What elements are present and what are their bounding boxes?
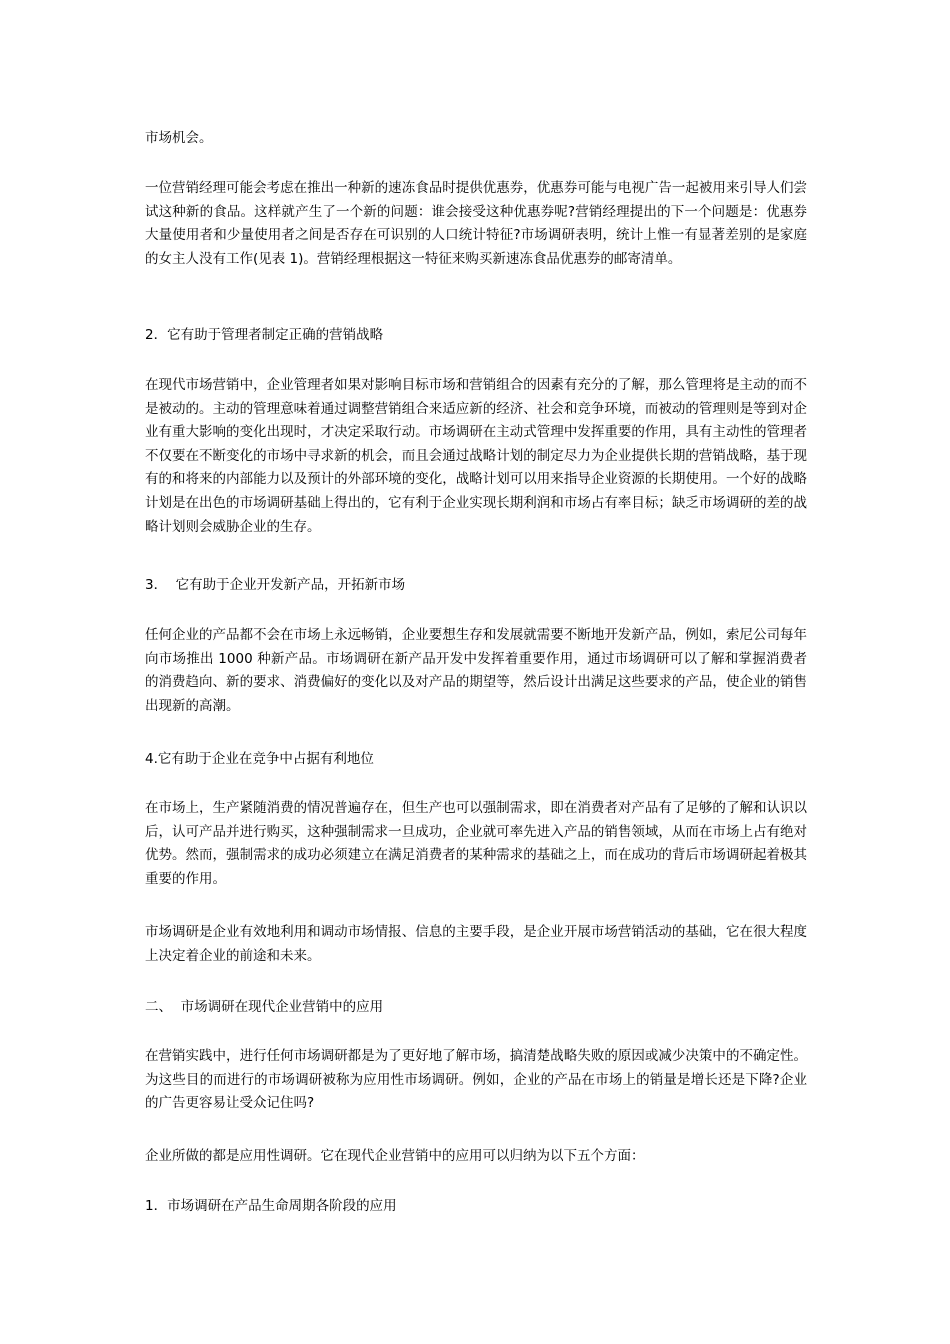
section-heading: 1．市场调研在产品生命周期各阶段的应用 bbox=[145, 1198, 397, 1214]
paragraph: 在现代市场营销中，企业管理者如果对影响目标市场和营销组合的因素有充分的了解，那么管理将是主动的而不是被动的。主动的管理意味着通过调整营销组合来适应新的经济、社会和竞争环境，而被动的管理则是等到对企业有重大影响的变化出现时，才决定采取行动。市场调研在主动式管理中发挥重要的作用，具有主动性的管理者不仅要在不断变化的市场中寻求新的机会，而且会通过战略计划的制定尽力为企业提供长期的营销战略，基于现有的和将来的内部能力以及预计的外部环境的变化，战略计划可以用来指导企业资源的长期使用。一个好的战略计划是在出色的市场调研基础上得出的，它有利于企业实现长期利润和市场占有率目标；缺乏市场调研的差的战略计划则会威胁企业的生存。 bbox=[145, 377, 807, 535]
section-heading: 3． 它有助于企业开发新产品，开拓新市场 bbox=[145, 577, 406, 593]
paragraph: 在营销实践中，进行任何市场调研都是为了更好地了解市场，搞清楚战略失败的原因或减少决策中的不确定性。为这些目的而进行的市场调研被称为应用性市场调研。例如，企业的产品在市场上的销量是增长还是下降?企业的广告更容易让受众记住吗? bbox=[145, 1048, 807, 1112]
section-heading: 二、 市场调研在现代企业营销中的应用 bbox=[145, 999, 384, 1015]
paragraph: 市场机会。 bbox=[145, 130, 213, 146]
section-heading: 4.它有助于企业在竞争中占据有利地位 bbox=[145, 751, 374, 767]
paragraph: 任何企业的产品都不会在市场上永远畅销，企业要想生存和发展就需要不断地开发新产品，例如，索尼公司每年向市场推出 1000 种新产品。市场调研在新产品开发中发挥着重要作用，通过市场调研可以了解和掌握消费者的消费趋向、新的要求、消费偏好的变化以及对产品的期望等，然后设计出满足这些要求的产品，使企业的销售出现新的高潮。 bbox=[145, 627, 807, 714]
paragraph: 市场调研是企业有效地利用和调动市场情报、信息的主要手段，是企业开展市场营销活动的基础，它在很大程度上决定着企业的前途和未来。 bbox=[145, 924, 807, 964]
paragraph: 企业所做的都是应用性调研。它在现代企业营销中的应用可以归纳为以下五个方面： bbox=[145, 1148, 645, 1164]
paragraph: 一位营销经理可能会考虑在推出一种新的速冻食品时提供优惠券，优惠券可能与电视广告一起被用来引导人们尝试这种新的食品。这样就产生了一个新的问题：谁会接受这种优惠券呢?营销经理提出的下一个问题是：优惠券大量使用者和少量使用者之间是否存在可识别的人口统计特征?市场调研表明，统计上惟一有显著差别的是家庭的女主人没有工作(见表 1)。营销经理根据这一特征来购买新速冻食品优惠券的邮寄清单。 bbox=[145, 180, 807, 267]
section-heading: 2．它有助于管理者制定正确的营销战略 bbox=[145, 327, 384, 343]
paragraph: 在市场上，生产紧随消费的情况普遍存在，但生产也可以强制需求，即在消费者对产品有了足够的了解和认识以后，认可产品并进行购买，这种强制需求一旦成功，企业就可率先进入产品的销售领域，从而在市场上占有绝对优势。然而，强制需求的成功必须建立在满足消费者的某种需求的基础之上，而在成功的背后市场调研起着极其重要的作用。 bbox=[145, 800, 807, 887]
